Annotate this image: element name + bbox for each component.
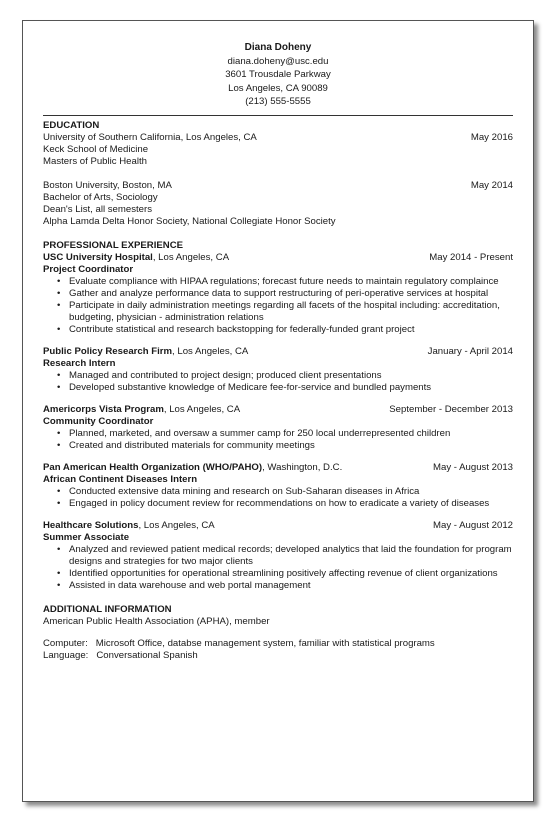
education-entry xyxy=(43,180,513,228)
computer-skills xyxy=(43,638,513,650)
job-organization: Healthcare Solutions xyxy=(43,519,139,531)
job-entry xyxy=(43,520,513,592)
language-label: Language: xyxy=(43,649,89,661)
job-date: May 2014 - Present xyxy=(429,251,513,263)
job-bullet: • Managed and contributed to project design; produced client presentations xyxy=(69,370,513,382)
job-role: Summer Associate xyxy=(43,531,130,543)
job-location: , Los Angeles, CA xyxy=(172,345,249,357)
contact-city: Los Angeles, CA 90089 xyxy=(228,82,328,94)
job-bullet: • Planned, marketed, and oversaw a summer camp for 250 local underrepresented children xyxy=(69,428,513,440)
job-bullet: • Conducted extensive data mining and research on Sub-Saharan diseases in Africa xyxy=(69,486,513,498)
computer-label: Computer: xyxy=(43,637,88,649)
contact-street: 3601 Trousdale Parkway xyxy=(225,69,331,80)
job-bullets xyxy=(43,370,513,394)
header-divider xyxy=(43,115,513,116)
job-bullet: • Identified opportunities for operational streamlining positively affecting revenue of client organizations xyxy=(69,568,513,580)
job-entry xyxy=(43,404,513,452)
job-location: , Los Angeles, CA xyxy=(163,403,241,415)
job-bullets xyxy=(43,486,513,510)
job-date: September - December 2013 xyxy=(389,403,513,415)
job-bullet: • Engaged in policy document review for recommendations on how to eradicate a variety of diseases xyxy=(69,498,513,510)
job-bullets xyxy=(43,428,513,452)
language-skills xyxy=(43,650,513,662)
school-name: University of Southern California, Los Angeles, CA xyxy=(43,131,257,143)
job-role: Community Coordinator xyxy=(43,415,154,427)
job-date: May - August 2012 xyxy=(433,519,513,531)
section-title-education: EDUCATION xyxy=(43,119,100,131)
resume-content xyxy=(43,41,513,662)
job-location: , Los Angeles, CA xyxy=(152,251,230,263)
job-location: , Los Angeles, CA xyxy=(138,519,215,531)
education-date: May 2014 xyxy=(470,179,513,191)
education-entry xyxy=(43,132,513,168)
job-date: May - August 2013 xyxy=(433,461,513,473)
computer-value: Microsoft Office, databse management system, familiar with statistical programs xyxy=(95,637,435,649)
job-entry xyxy=(43,252,513,336)
language-value: Conversational Spanish xyxy=(96,649,198,661)
job-organization: USC University Hospital xyxy=(43,251,153,263)
resume-page xyxy=(22,20,534,802)
candidate-name: Diana Doheny xyxy=(244,42,312,53)
education-detail: Alpha Lamda Delta Honor Society, National Collegiate Honor Society xyxy=(43,215,336,227)
additional-section xyxy=(43,604,513,662)
job-bullets xyxy=(43,544,513,592)
job-role: Project Coordinator xyxy=(43,263,134,275)
job-entry xyxy=(43,346,513,394)
job-bullet: • Gather and analyze performance data to support restructuring of peri-operative services at hospital xyxy=(69,288,513,300)
contact-header xyxy=(43,41,513,109)
job-entry xyxy=(43,462,513,510)
section-title-additional: ADDITIONAL INFORMATION xyxy=(43,603,172,615)
job-role: African Continent Diseases Intern xyxy=(43,473,198,485)
contact-email: diana.doheny@usc.edu xyxy=(227,55,329,67)
experience-section xyxy=(43,240,513,592)
education-detail: Bachelor of Arts, Sociology xyxy=(43,191,158,203)
education-detail: Dean's List, all semesters xyxy=(43,203,153,215)
job-bullet: • Analyzed and reviewed patient medical records; developed analytics that laid the foundation for program designs and strategies for two major clients xyxy=(69,544,513,568)
job-bullet: • Assisted in data warehouse and web portal management xyxy=(69,580,513,592)
job-location: , Washington, D.C. xyxy=(262,461,343,473)
section-title-experience: PROFESSIONAL EXPERIENCE xyxy=(43,239,184,251)
job-date: January - April 2014 xyxy=(427,345,513,357)
membership-line: American Public Health Association (APHA), member xyxy=(43,615,270,627)
education-section xyxy=(43,120,513,228)
job-organization: Pan American Health Organization (WHO/PAHO) xyxy=(43,461,263,473)
contact-phone: (213) 555-5555 xyxy=(245,96,311,107)
school-name: Boston University, Boston, MA xyxy=(43,179,172,191)
job-bullet: • Developed substantive knowledge of Medicare fee-for-service and bundled payments xyxy=(69,382,513,394)
job-bullet: • Contribute statistical and research backstopping for federally-funded grant project xyxy=(69,324,513,336)
job-bullet: • Participate in daily administration meetings regarding all facets of the hospital including: accreditation, budgeting, physician - administration relations xyxy=(69,300,513,324)
job-bullet: • Created and distributed materials for community meetings xyxy=(69,440,513,452)
education-detail: Keck School of Medicine xyxy=(43,143,149,155)
job-bullets xyxy=(43,276,513,336)
education-detail: Masters of Public Health xyxy=(43,155,147,167)
job-bullet: • Evaluate compliance with HIPAA regulations; forecast future needs to maintain regulatory complaince xyxy=(69,276,513,288)
job-role: Research Intern xyxy=(43,357,116,369)
job-organization: Americorps Vista Program xyxy=(43,403,164,415)
job-organization: Public Policy Research Firm xyxy=(43,345,173,357)
education-date: May 2016 xyxy=(470,131,513,143)
